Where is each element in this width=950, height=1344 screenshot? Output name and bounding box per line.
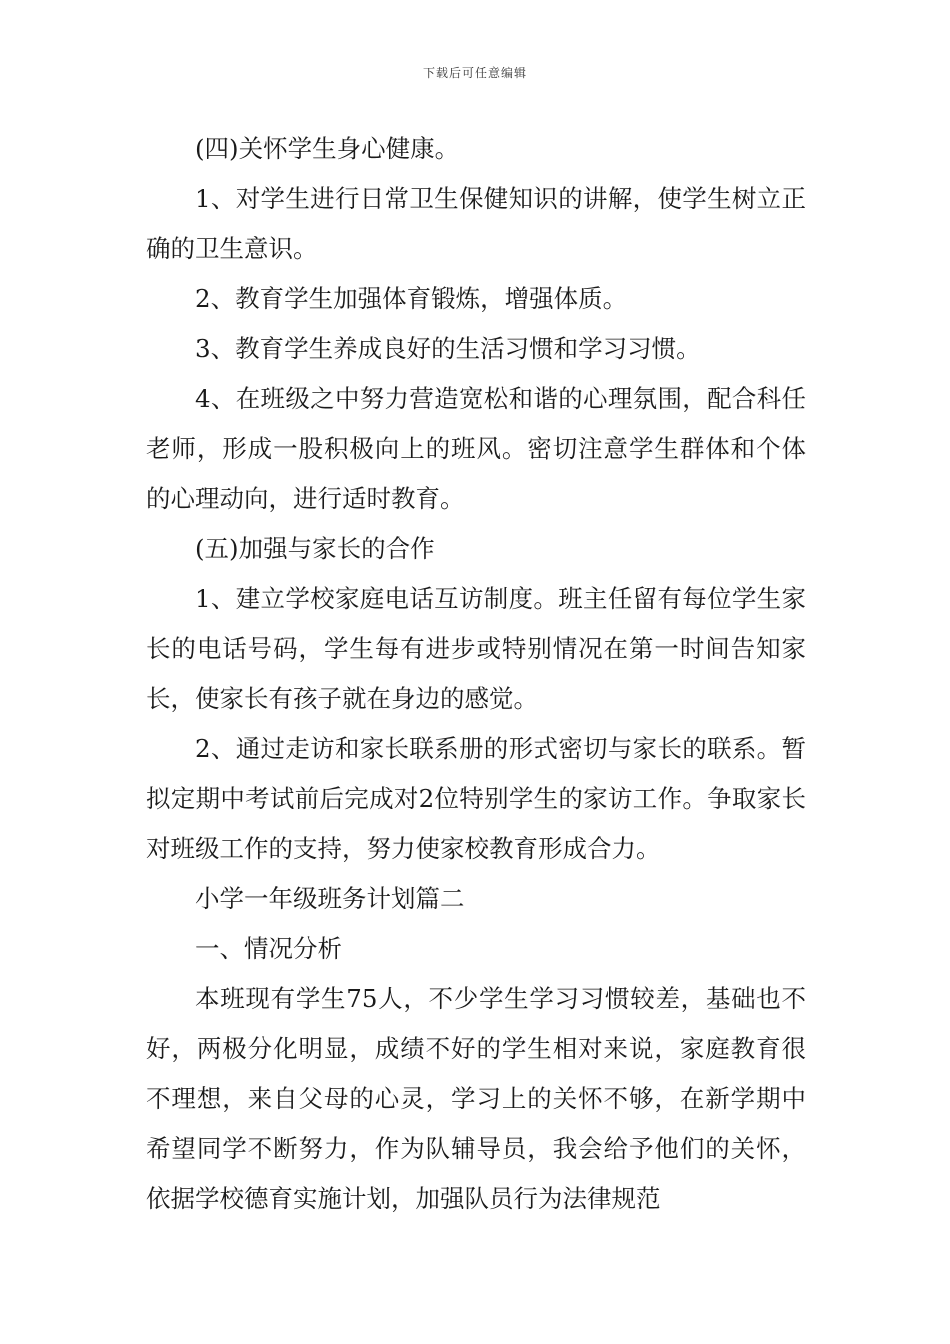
section-heading-parent-cooperation: (五)加强与家长的合作 — [195, 534, 435, 563]
document-body — [146, 124, 806, 1224]
section-heading-situation-analysis: 一、情况分析 — [195, 934, 342, 963]
paragraph: 3、教育学生养成良好的生活习惯和学习习惯。 — [195, 334, 701, 363]
paragraph: 2、教育学生加强体育锻炼，增强体质。 — [195, 284, 628, 313]
paragraph: 本班现有学生75人，不少学生学习习惯较差，基础也不好，两极分化明显，成绩不好的学生相对来说，家庭教育很不理想，来自父母的心灵，学习上的关怀不够，在新学期中希望同学不断努力，作为队辅导员，我会给予他们的关怀，依据学校德育实施计划，加强队员行为法律规范 — [146, 984, 806, 1213]
paragraph: 1、对学生进行日常卫生保健知识的讲解，使学生树立正确的卫生意识。 — [146, 184, 806, 263]
section-heading-care-health: (四)关怀学生身心健康。 — [195, 134, 460, 163]
paragraph: 2、通过走访和家长联系册的形式密切与家长的联系。暂拟定期中考试前后完成对2位特别学生的家访工作。争取家长对班级工作的支持，努力使家校教育形成合力。 — [146, 734, 806, 863]
document-section-title: 小学一年级班务计划篇二 — [195, 884, 465, 913]
paragraph: 1、建立学校家庭电话互访制度。班主任留有每位学生家长的电话号码，学生每有进步或特别情况在第一时间告知家长，使家长有孩子就在身边的感觉。 — [146, 584, 806, 713]
page-header: 下载后可任意编辑 — [422, 66, 527, 80]
paragraph: 4、在班级之中努力营造宽松和谐的心理氛围，配合科任老师，形成一股积极向上的班风。密切注意学生群体和个体的心理动向，进行适时教育。 — [146, 384, 806, 513]
